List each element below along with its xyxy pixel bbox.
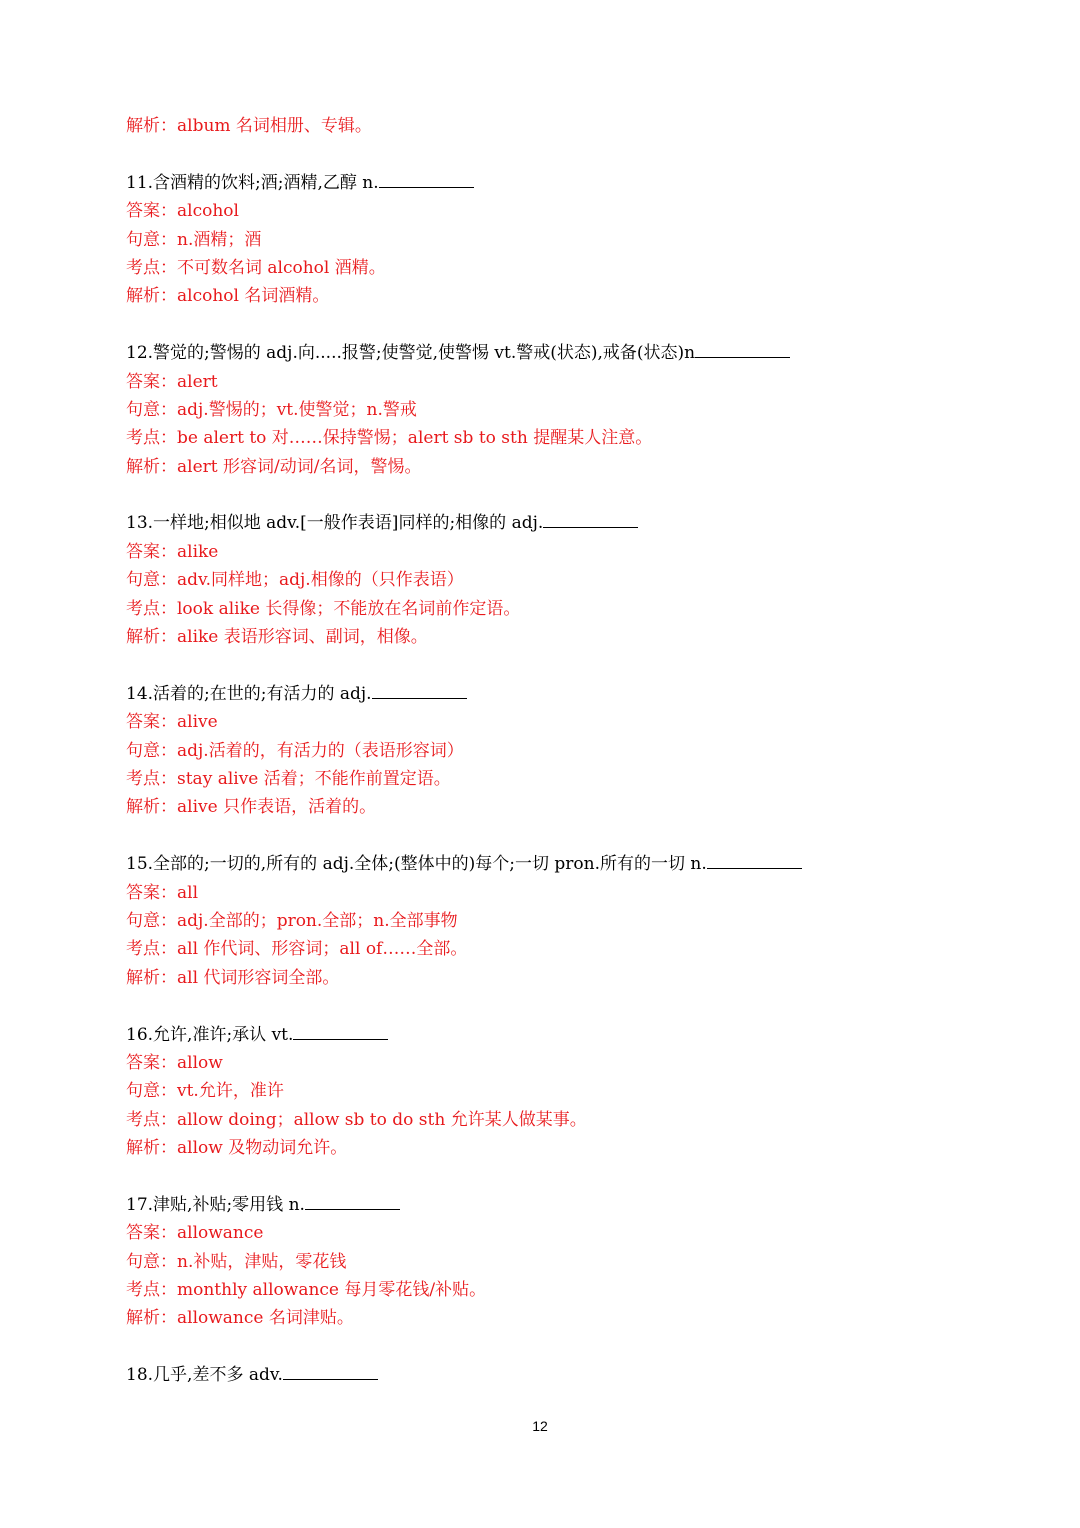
analysis-line: 解析：all 代词形容词全部。 xyxy=(126,967,340,988)
meaning-line: 句意：adj.活着的，有活力的（表语形容词） xyxy=(126,740,464,761)
spacer xyxy=(126,1162,986,1190)
vocab-entry xyxy=(126,169,986,339)
answer-line: 答案：alive xyxy=(126,712,218,733)
meaning-line: 句意：vt.允许，准许 xyxy=(126,1081,284,1102)
question-line xyxy=(126,850,986,878)
spacer xyxy=(126,822,986,850)
meaning-line: 句意：adj.警惕的；vt.使警觉；n.警戒 xyxy=(126,399,417,420)
answer-line: 答案：allowance xyxy=(126,1223,264,1244)
meaning-line: 句意：n.补贴，津贴，零花钱 xyxy=(126,1251,347,1272)
entry-list xyxy=(126,169,986,1361)
vocab-entry xyxy=(126,1021,986,1191)
question-text: 16.允许,准许;承认 vt. xyxy=(126,1024,294,1045)
question-line xyxy=(126,339,986,367)
vocab-entry xyxy=(126,1191,986,1361)
answer-blank xyxy=(543,513,638,528)
spacer xyxy=(126,1333,986,1361)
analysis-line: 解析：alert 形容词/动词/名词，警惕。 xyxy=(126,456,422,477)
analysis-line: 解析：alive 只作表语，活着的。 xyxy=(126,797,377,818)
answer-line: 答案：all xyxy=(126,882,199,903)
analysis-line: 解析：alike 表语形容词、副词，相像。 xyxy=(126,627,428,648)
point-line: 考点：不可数名词 alcohol 酒精。 xyxy=(126,257,386,278)
point-line: 考点：allow doing；allow sb to do sth 允许某人做某事。 xyxy=(126,1109,587,1130)
answer-blank xyxy=(707,854,802,869)
point-line: 考点：stay alive 活着；不能作前置定语。 xyxy=(126,768,451,789)
question-line xyxy=(126,169,986,197)
spacer xyxy=(126,140,986,168)
spacer xyxy=(126,992,986,1020)
question-line xyxy=(126,1191,986,1219)
point-line: 考点：look alike 长得像；不能放在名词前作定语。 xyxy=(126,598,521,619)
spacer xyxy=(126,311,986,339)
question-text: 18.几乎,差不多 adv. xyxy=(126,1365,283,1386)
question-line xyxy=(126,1361,986,1389)
question-text: 13.一样地;相似地 adv.[一般作表语]同样的;相像的 adj. xyxy=(126,513,544,534)
analysis-line: 解析：alcohol 名词酒精。 xyxy=(126,286,330,307)
answer-blank xyxy=(379,173,474,188)
vocab-entry xyxy=(126,680,986,850)
question-text: 17.津贴,补贴;零用钱 n. xyxy=(126,1194,305,1215)
meaning-line: 句意：adv.同样地；adj.相像的（只作表语） xyxy=(126,570,464,591)
answer-blank xyxy=(305,1195,400,1210)
analysis-line: 解析：album 名词相册、专辑。 xyxy=(126,116,372,136)
question-text: 11.含酒精的饮料;酒;酒精,乙醇 n. xyxy=(126,172,379,193)
answer-blank xyxy=(283,1365,378,1380)
vocab-entry xyxy=(126,509,986,679)
answer-line: 答案：alcohol xyxy=(126,201,239,222)
answer-line: 答案：allow xyxy=(126,1052,223,1073)
point-line: 考点：all 作代词、形容词；all of……全部。 xyxy=(126,939,468,960)
point-line: 考点：monthly allowance 每月零花钱/补贴。 xyxy=(126,1280,487,1301)
analysis-line: 解析：allowance 名词津贴。 xyxy=(126,1308,354,1329)
analysis-line: 解析：allow 及物动词允许。 xyxy=(126,1138,348,1159)
answer-blank xyxy=(372,684,467,699)
spacer xyxy=(126,651,986,679)
page-number: 12 xyxy=(532,1418,548,1434)
question-line xyxy=(126,680,986,708)
answer-blank xyxy=(695,343,790,358)
vocab-entry xyxy=(126,339,986,509)
document-body xyxy=(126,112,986,1390)
meaning-line: 句意：adj.全部的；pron.全部；n.全部事物 xyxy=(126,910,458,931)
answer-blank xyxy=(293,1025,388,1040)
meaning-line: 句意：n.酒精；酒 xyxy=(126,229,262,250)
point-line: 考点：be alert to 对……保持警惕；alert sb to sth 提醒某人注意。 xyxy=(126,428,653,449)
spacer xyxy=(126,481,986,509)
question-text: 14.活着的;在世的;有活力的 adj. xyxy=(126,683,372,704)
question-line xyxy=(126,1021,986,1049)
vocab-entry xyxy=(126,850,986,1020)
question-text: 12.警觉的;警惕的 adj.向.....报警;使警觉,使警惕 vt.警戒(状态),戒备(状态)n xyxy=(126,343,696,364)
question-line xyxy=(126,509,986,537)
answer-line: 答案：alert xyxy=(126,371,218,392)
question-text: 15.全部的;一切的,所有的 adj.全体;(整体中的)每个;一切 pron.所有的一切 n. xyxy=(126,854,707,875)
answer-line: 答案：alike xyxy=(126,541,219,562)
